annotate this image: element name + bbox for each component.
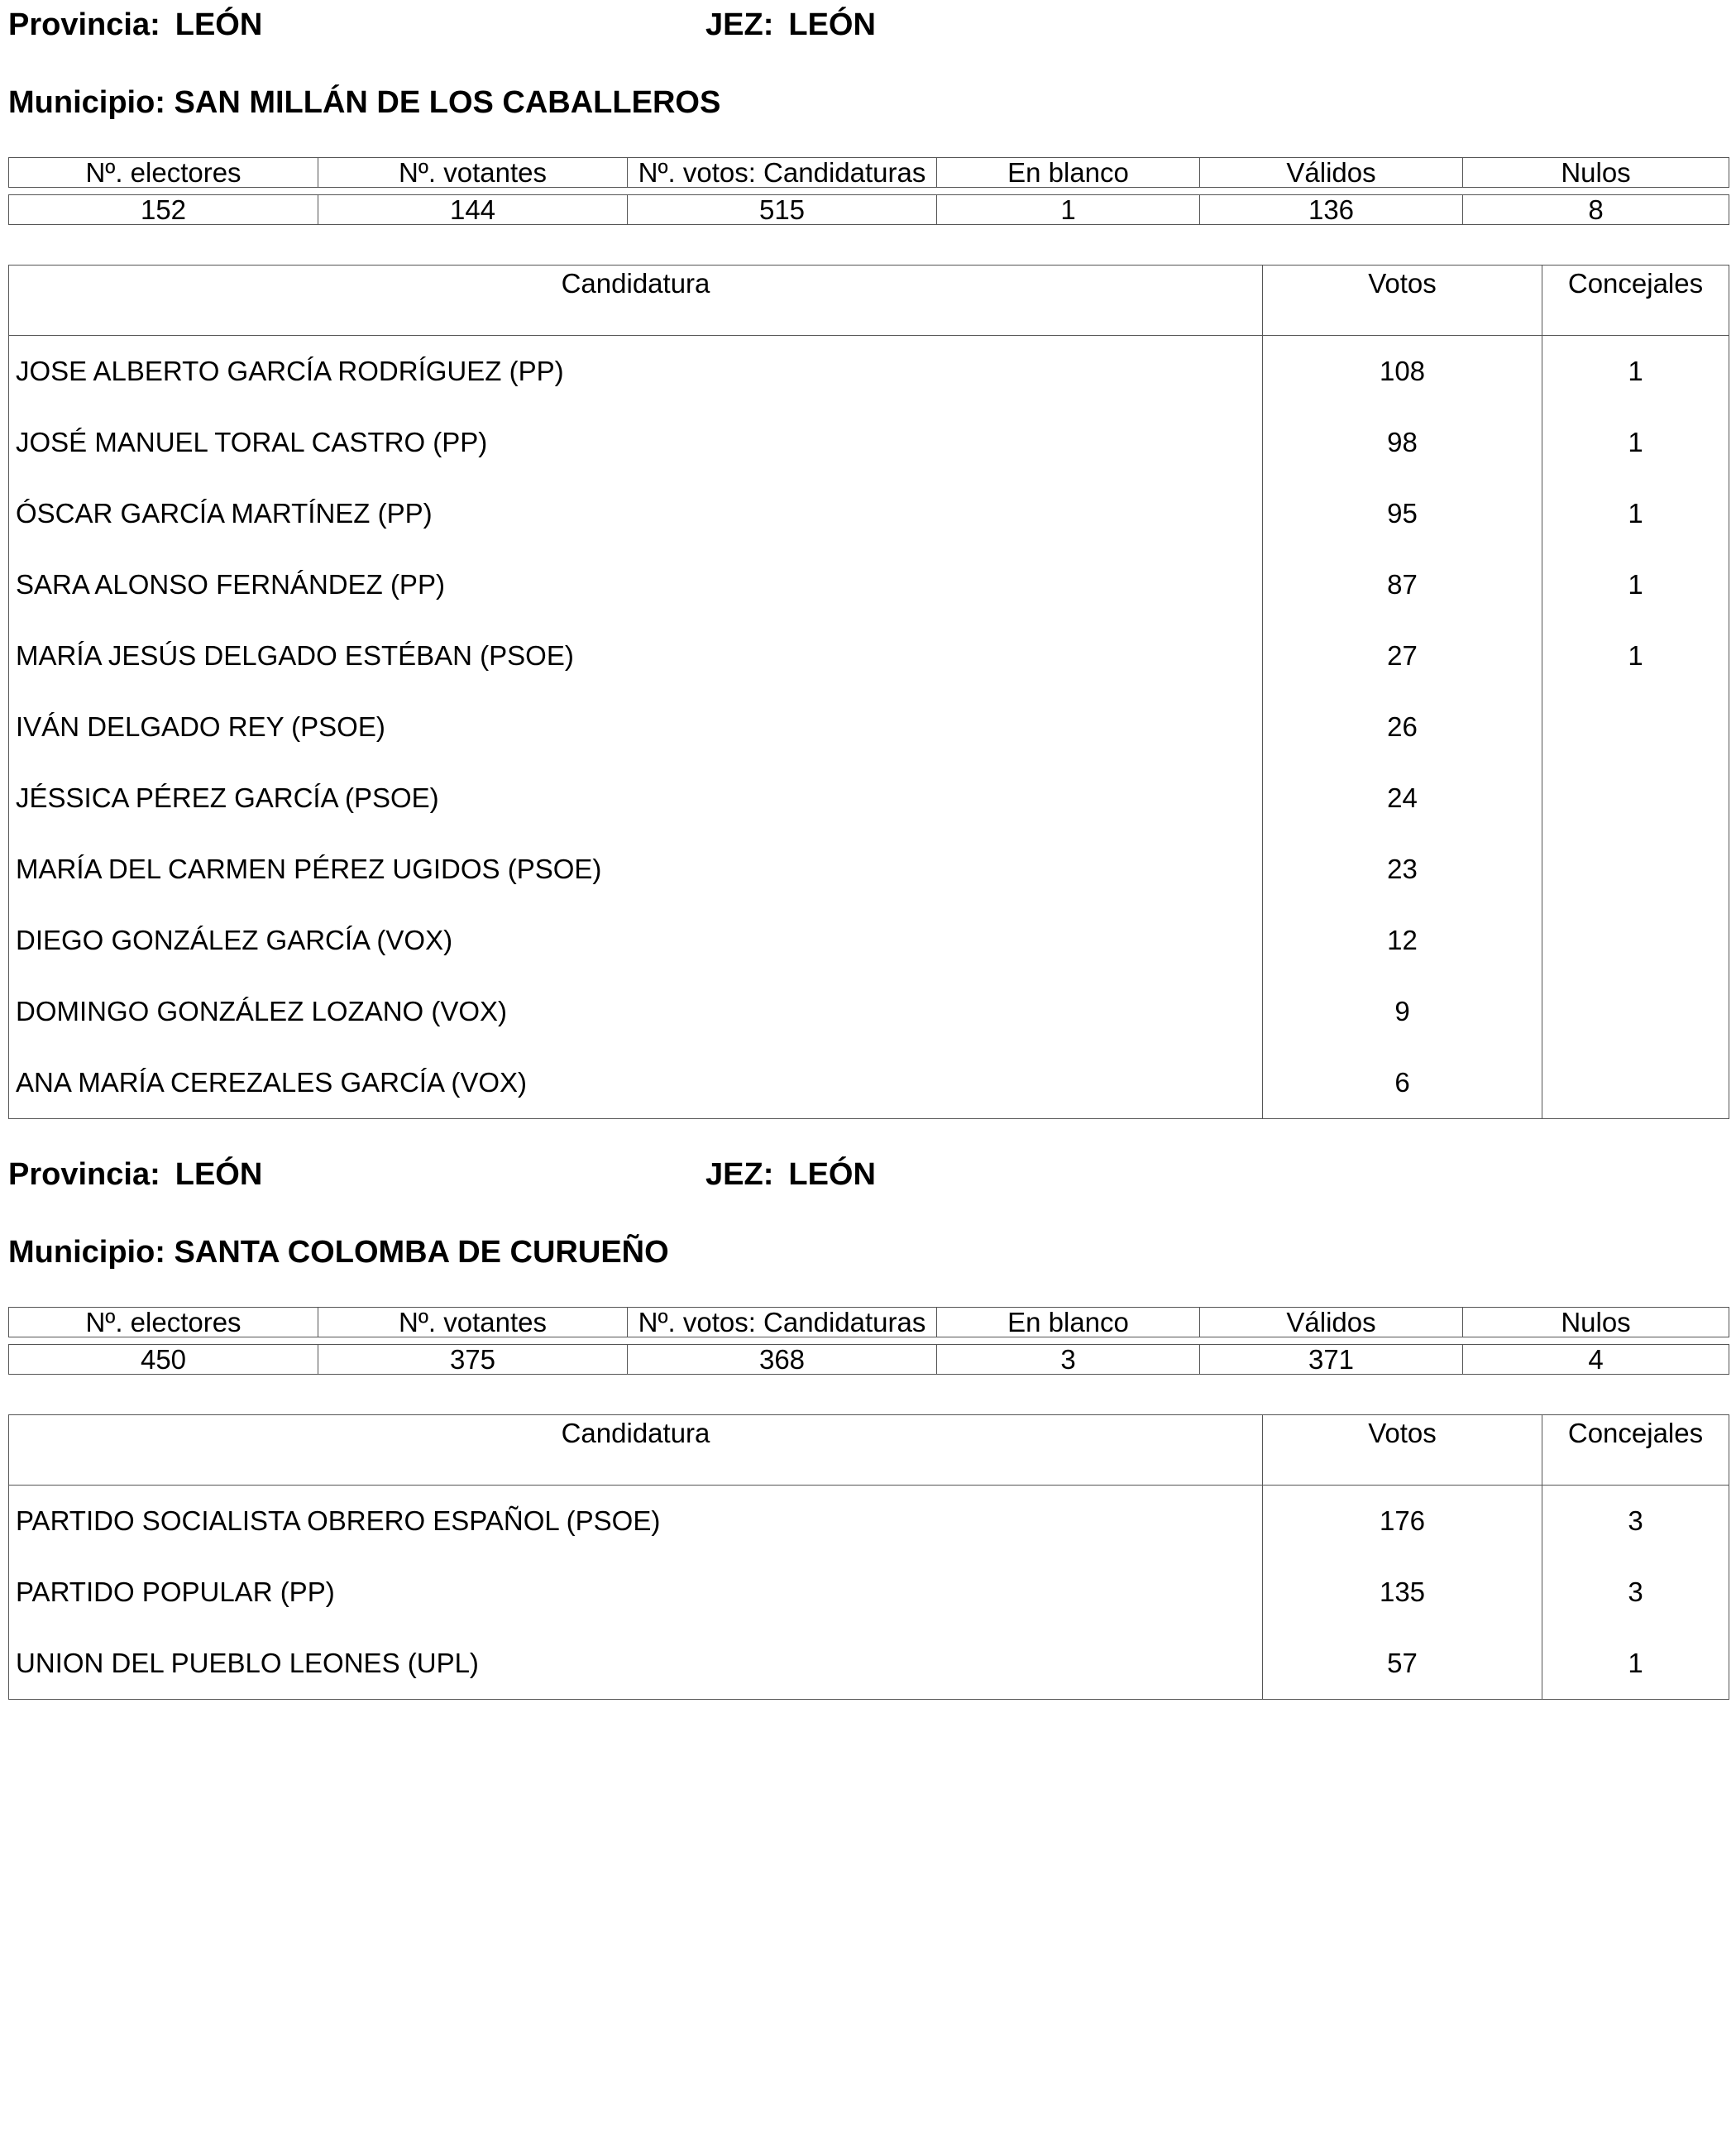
- stats-header-row: [9, 158, 1729, 188]
- candidate-concejales: [1542, 905, 1729, 976]
- candidate-name: MARÍA DEL CARMEN PÉREZ UGIDOS (PSOE): [9, 834, 1263, 905]
- municipio-heading: [8, 84, 720, 121]
- candidate-name: ANA MARÍA CEREZALES GARCÍA (VOX): [9, 1047, 1263, 1119]
- stats-header-cell: Nº. votos: Candidaturas: [628, 1308, 937, 1337]
- stats-spacer-row: [9, 1337, 1729, 1345]
- candidate-votos: 87: [1263, 549, 1542, 620]
- stats-value-row: [9, 195, 1729, 225]
- candidates-header-row: [9, 1415, 1729, 1486]
- jez-value: LEÓN: [788, 1157, 876, 1192]
- candidate-votos: 95: [1263, 478, 1542, 549]
- candidate-name: JOSE ALBERTO GARCÍA RODRÍGUEZ (PP): [9, 336, 1263, 408]
- stats-value-cell: 368: [628, 1345, 937, 1375]
- provincia-value: LEÓN: [175, 1157, 263, 1192]
- candidate-name: DOMINGO GONZÁLEZ LOZANO (VOX): [9, 976, 1263, 1047]
- stats-header-cell: En blanco: [937, 1308, 1200, 1337]
- candidate-votos: 135: [1263, 1557, 1542, 1628]
- candidate-concejales: 1: [1542, 549, 1729, 620]
- candidate-votos: 6: [1263, 1047, 1542, 1119]
- candidate-row: [9, 407, 1729, 478]
- municipio-value: SAN MILLÁN DE LOS CABALLEROS: [174, 85, 721, 120]
- jez-label: JEZ:: [705, 1157, 774, 1192]
- candidate-name: JÉSSICA PÉREZ GARCÍA (PSOE): [9, 763, 1263, 834]
- stats-header-cell: Nº. votantes: [318, 158, 628, 188]
- candidate-name: ÓSCAR GARCÍA MARTÍNEZ (PP): [9, 478, 1263, 549]
- candidate-row: [9, 336, 1729, 408]
- candidate-row: [9, 976, 1729, 1047]
- candidate-name: SARA ALONSO FERNÁNDEZ (PP): [9, 549, 1263, 620]
- stats-value-cell: 450: [9, 1345, 318, 1375]
- candidate-concejales: [1542, 691, 1729, 763]
- stats-value-cell: 375: [318, 1345, 628, 1375]
- candidate-concejales: 1: [1542, 478, 1729, 549]
- stats-header-cell: Válidos: [1200, 1308, 1463, 1337]
- stats-value-cell: 3: [937, 1345, 1200, 1375]
- candidate-votos: 27: [1263, 620, 1542, 691]
- provincia-heading: [8, 1156, 262, 1193]
- municipio-heading: [8, 1234, 669, 1270]
- jez-heading: [705, 1156, 876, 1193]
- stats-header-cell: Nº. electores: [9, 158, 318, 188]
- provincia-label: Provincia:: [8, 1157, 160, 1192]
- municipio-label: Municipio:: [8, 85, 165, 120]
- stats-table: [8, 1307, 1729, 1375]
- candidate-concejales: [1542, 763, 1729, 834]
- provincia-heading: [8, 7, 262, 43]
- stats-header-row: [9, 1308, 1729, 1337]
- candidate-row: [9, 691, 1729, 763]
- candidate-concejales: [1542, 1047, 1729, 1119]
- candidate-row: [9, 1557, 1729, 1628]
- stats-value-cell: 1: [937, 195, 1200, 225]
- candidate-row: [9, 834, 1729, 905]
- candidate-row: [9, 1628, 1729, 1700]
- stats-value-cell: 515: [628, 195, 937, 225]
- candidate-row: [9, 1486, 1729, 1557]
- stats-value-cell: 371: [1200, 1345, 1463, 1375]
- candidates-table: [8, 265, 1729, 1119]
- candidates-header-cell: Concejales: [1542, 266, 1729, 336]
- jez-label: JEZ:: [705, 7, 774, 42]
- candidate-name: PARTIDO SOCIALISTA OBRERO ESPAÑOL (PSOE): [9, 1486, 1263, 1557]
- candidates-header-cell: Candidatura: [9, 1415, 1263, 1486]
- candidate-votos: 12: [1263, 905, 1542, 976]
- candidate-concejales: 3: [1542, 1557, 1729, 1628]
- candidate-concejales: 3: [1542, 1486, 1729, 1557]
- stats-header-cell: Nº. votos: Candidaturas: [628, 158, 937, 188]
- candidate-votos: 9: [1263, 976, 1542, 1047]
- candidate-concejales: 1: [1542, 336, 1729, 408]
- candidate-name: PARTIDO POPULAR (PP): [9, 1557, 1263, 1628]
- candidates-header-cell: Candidatura: [9, 266, 1263, 336]
- candidate-votos: 57: [1263, 1628, 1542, 1700]
- stats-spacer-row: [9, 188, 1729, 195]
- municipio-value: SANTA COLOMBA DE CURUEÑO: [174, 1235, 669, 1270]
- stats-header-cell: Nulos: [1463, 1308, 1729, 1337]
- provincia-value: LEÓN: [175, 7, 263, 42]
- candidate-concejales: 1: [1542, 407, 1729, 478]
- candidate-votos: 26: [1263, 691, 1542, 763]
- stats-value-cell: 4: [1463, 1345, 1729, 1375]
- stats-spacer: [9, 1337, 1729, 1345]
- candidate-name: DIEGO GONZÁLEZ GARCÍA (VOX): [9, 905, 1263, 976]
- candidate-name: UNION DEL PUEBLO LEONES (UPL): [9, 1628, 1263, 1700]
- candidate-votos: 24: [1263, 763, 1542, 834]
- candidate-concejales: 1: [1542, 1628, 1729, 1700]
- candidate-votos: 108: [1263, 336, 1542, 408]
- stats-value-row: [9, 1345, 1729, 1375]
- candidate-concejales: [1542, 976, 1729, 1047]
- candidates-header-cell: Votos: [1263, 1415, 1542, 1486]
- stats-value-cell: 144: [318, 195, 628, 225]
- candidate-concejales: [1542, 834, 1729, 905]
- stats-header-cell: En blanco: [937, 158, 1200, 188]
- candidate-row: [9, 763, 1729, 834]
- candidate-row: [9, 905, 1729, 976]
- candidates-header-cell: Concejales: [1542, 1415, 1729, 1486]
- provincia-label: Provincia:: [8, 7, 160, 42]
- candidate-row: [9, 549, 1729, 620]
- stats-header-cell: Válidos: [1200, 158, 1463, 188]
- candidates-header-cell: Votos: [1263, 266, 1542, 336]
- stats-header-cell: Nº. electores: [9, 1308, 318, 1337]
- municipio-label: Municipio:: [8, 1235, 165, 1270]
- candidate-row: [9, 1047, 1729, 1119]
- candidate-votos: 23: [1263, 834, 1542, 905]
- candidates-table: [8, 1414, 1729, 1700]
- candidate-row: [9, 478, 1729, 549]
- stats-table: [8, 157, 1729, 225]
- stats-value-cell: 136: [1200, 195, 1463, 225]
- candidate-votos: 176: [1263, 1486, 1542, 1557]
- candidate-name: JOSÉ MANUEL TORAL CASTRO (PP): [9, 407, 1263, 478]
- jez-value: LEÓN: [788, 7, 876, 42]
- jez-heading: [705, 7, 876, 43]
- candidate-votos: 98: [1263, 407, 1542, 478]
- stats-header-cell: Nº. votantes: [318, 1308, 628, 1337]
- stats-header-cell: Nulos: [1463, 158, 1729, 188]
- stats-spacer: [9, 188, 1729, 195]
- candidate-concejales: 1: [1542, 620, 1729, 691]
- candidate-name: IVÁN DELGADO REY (PSOE): [9, 691, 1263, 763]
- stats-value-cell: 152: [9, 195, 318, 225]
- candidate-name: MARÍA JESÚS DELGADO ESTÉBAN (PSOE): [9, 620, 1263, 691]
- candidate-row: [9, 620, 1729, 691]
- stats-value-cell: 8: [1463, 195, 1729, 225]
- candidates-header-row: [9, 266, 1729, 336]
